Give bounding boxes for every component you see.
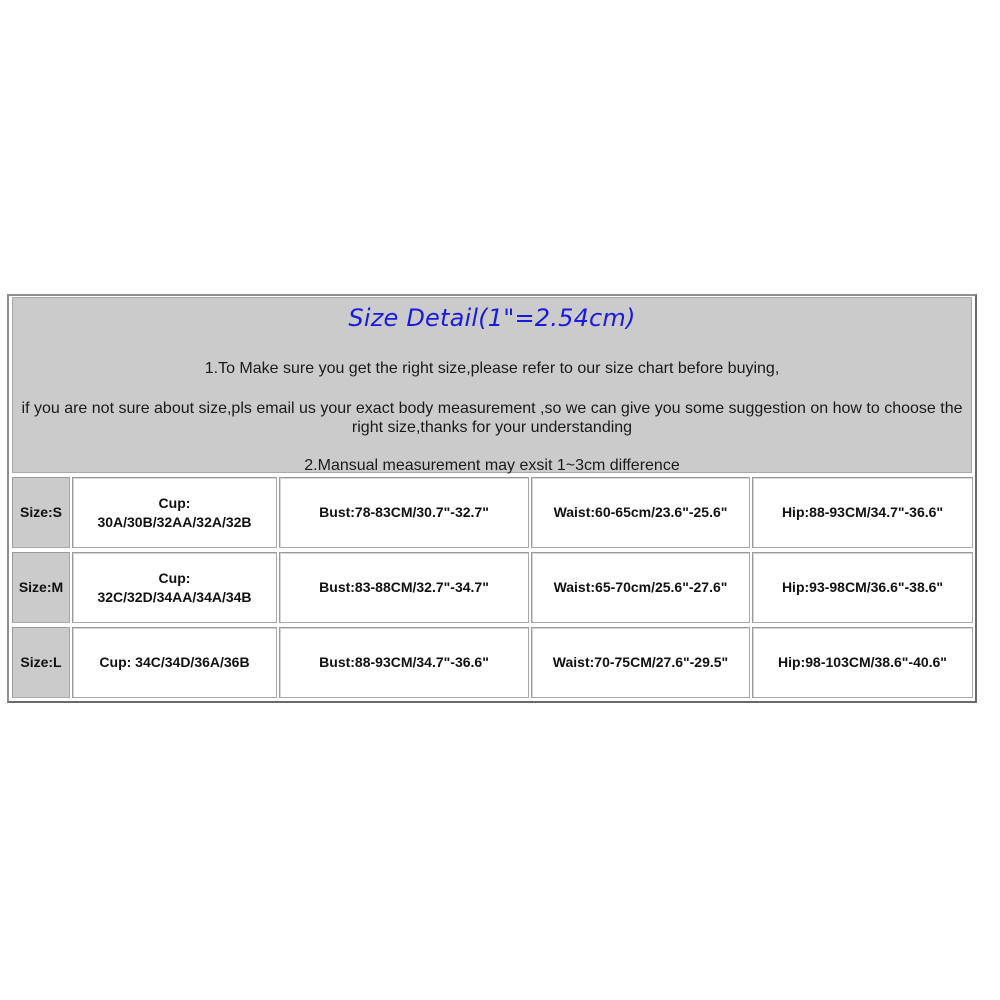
bust-cell-s: Bust:78-83CM/30.7"-32.7" (279, 477, 529, 548)
bust-cell-l: Bust:88-93CM/34.7"-36.6" (279, 627, 529, 698)
hip-cell-l: Hip:98-103CM/38.6"-40.6" (752, 627, 973, 698)
cup-values-l: Cup: 34C/34D/36A/36B (99, 654, 250, 670)
cup-label-s: Cup: (158, 494, 191, 511)
size-chart-header (12, 297, 972, 473)
cup-label-m: Cup: (158, 569, 191, 586)
size-chart-table (7, 294, 977, 703)
waist-cell-m: Waist:65-70cm/25.6"-27.6" (531, 552, 750, 623)
waist-cell-l: Waist:70-75CM/27.6"-29.5" (531, 627, 750, 698)
size-label-m: Size:M (12, 552, 70, 623)
hip-cell-s: Hip:88-93CM/34.7"-36.6" (752, 477, 973, 548)
hip-cell-m: Hip:93-98CM/36.6"-38.6" (752, 552, 973, 623)
size-note-2: 2.Mansual measurement may exsit 1~3cm difference (304, 457, 680, 474)
size-label-l: Size:L (12, 627, 70, 698)
size-label-s: Size:S (12, 477, 70, 548)
waist-cell-s: Waist:60-65cm/23.6"-25.6" (531, 477, 750, 548)
size-note-1: 1.To Make sure you get the right size,please refer to our size chart before buying, (204, 360, 780, 377)
cup-cell-m (72, 552, 277, 623)
cup-values-s: 30A/30B/32AA/32A/32B (97, 513, 252, 530)
size-note-email: if you are not sure about size,pls email us your exact body measurement ,so we can give you some suggestion on how to choose the right size,thanks for your understanding (21, 400, 963, 436)
size-chart-title: Size Detail(1"=2.54cm) (348, 304, 636, 332)
cup-cell-s (72, 477, 277, 548)
bust-cell-m: Bust:83-88CM/32.7"-34.7" (279, 552, 529, 623)
cup-cell-l (72, 627, 277, 698)
cup-values-m: 32C/32D/34AA/34A/34B (97, 588, 252, 605)
